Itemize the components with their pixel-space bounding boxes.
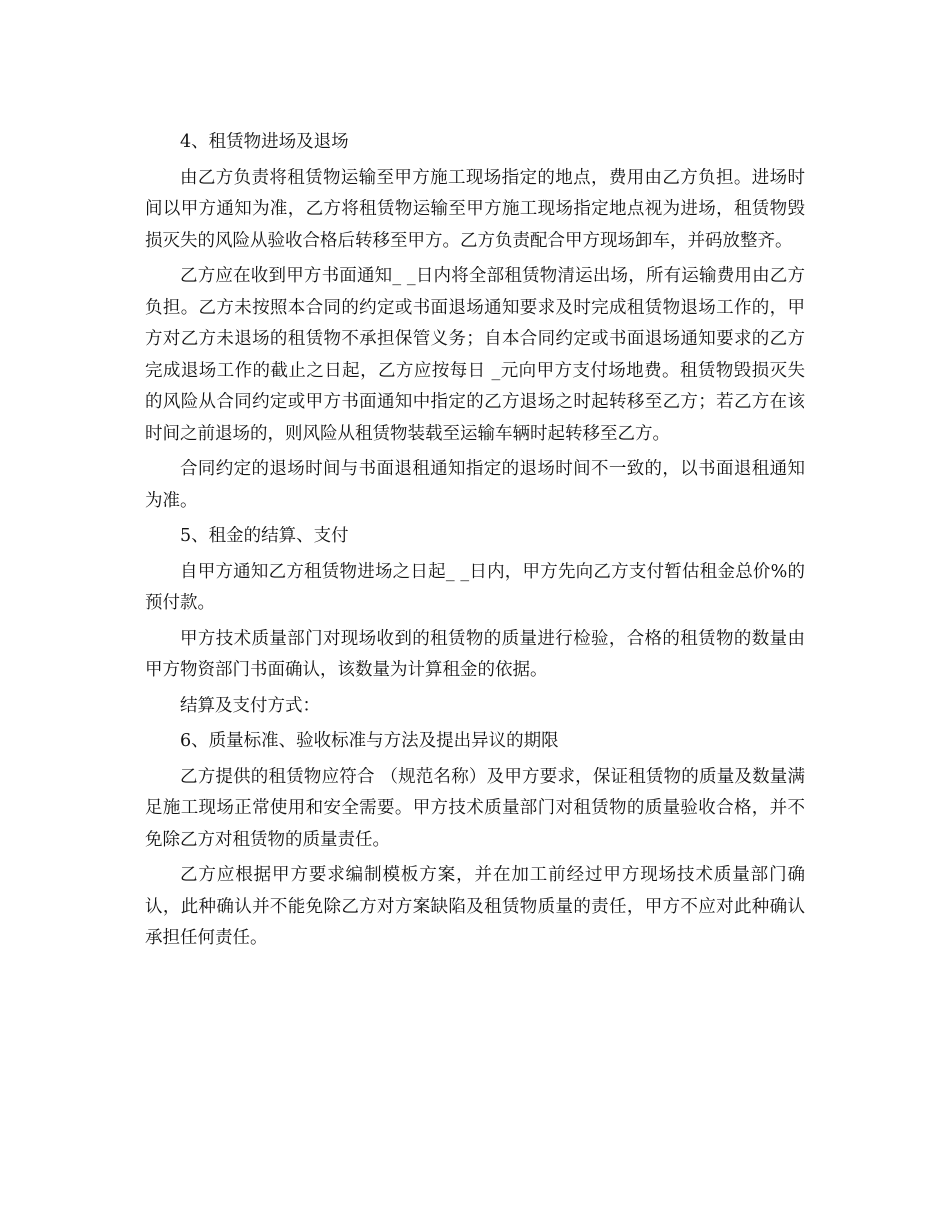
paragraph-quality-standard: 乙方提供的租赁物应符合 （规范名称）及甲方要求，保证租赁物的质量及数量满足施工现场正常使用和安全需要。甲方技术质量部门对租赁物的质量验收合格，并不免除乙方对租赁物的质量责任。 <box>145 766 805 850</box>
paragraph-removal: 乙方应在收到甲方书面通知_ _日内将全部租赁物清运出场，所有运输费用由乙方负担。乙方未按照本合同的约定或书面退场通知要求及时完成租赁物退场工作的，甲方对乙方未退场的租赁物不承担保管义务；自本合同约定或书面退场通知要求的乙方完成退场工作的截止之日起，乙方应按每日 _元向甲方支付场地费。租赁物毁损灭失的风险从合同约定或甲方书面通知中指定的乙方退场之时起转移至乙方；若乙方在该时间之前退场的，则风险从租赁物装载至运输车辆时起转移至乙方。 <box>145 266 805 444</box>
paragraph-delivery: 由乙方负责将租赁物运输至甲方施工现场指定的地点，费用由乙方负担。进场时间以甲方通知为准，乙方将租赁物运输至甲方施工现场指定地点视为进场，租赁物毁损灭失的风险从验收合格后转移至甲方。乙方负责配合甲方现场卸车，并码放整齐。 <box>145 167 805 251</box>
paragraph-template-plan: 乙方应根据甲方要求编制模板方案，并在加工前经过甲方现场技术质量部门确认，此种确认并不能免除乙方对方案缺陷及租赁物质量的责任，甲方不应对此种确认承担任何责任。 <box>145 865 805 948</box>
paragraph-prepayment: 自甲方通知乙方租赁物进场之日起_ _日内，甲方先向乙方支付暂估租金总价%的预付款。 <box>145 561 805 613</box>
paragraph-removal-time: 合同约定的退场时间与书面退租通知指定的退场时间不一致的，以书面退租通知为准。 <box>145 459 805 511</box>
section-heading-6: 6、质量标准、验收标准与方法及提出异议的期限 <box>180 731 559 751</box>
section-heading-4: 4、租赁物进场及退场 <box>180 132 349 152</box>
settlement-method-label: 结算及支付方式： <box>180 695 320 716</box>
paragraph-inspection: 甲方技术质量部门对现场收到的租赁物的质量进行检验，合格的租赁物的数量由甲方物资部门书面确认，该数量为计算租金的依据。 <box>145 628 805 680</box>
document-body <box>145 127 805 959</box>
section-heading-5: 5、租金的结算、支付 <box>180 526 349 546</box>
